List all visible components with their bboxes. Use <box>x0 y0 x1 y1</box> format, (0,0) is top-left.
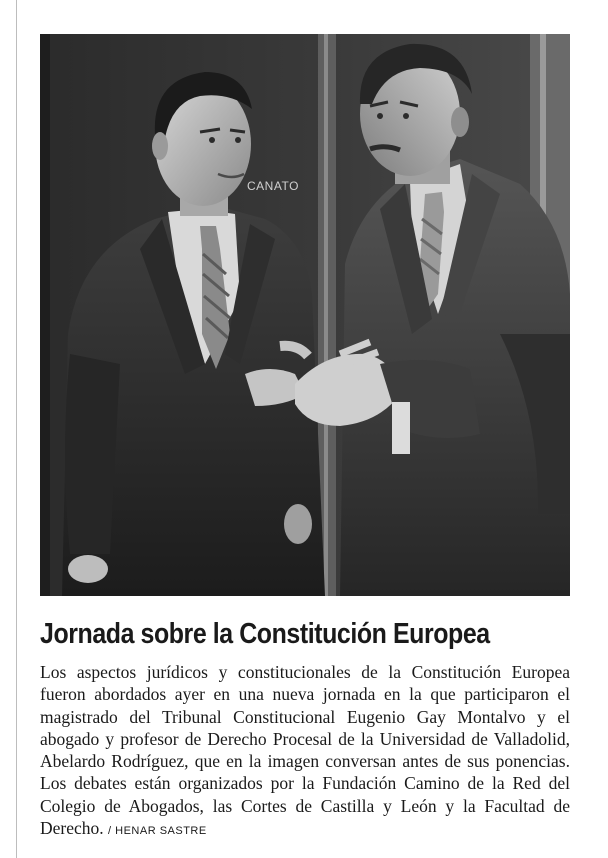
article-headline: Jornada sobre la Constitución Europea <box>40 618 490 650</box>
sign-text: CANATO <box>247 179 299 193</box>
article-caption <box>40 661 570 842</box>
page-margin-rule <box>16 0 17 858</box>
news-photo <box>40 34 570 596</box>
photo-credit: / HENAR SASTRE <box>108 825 207 838</box>
caption-text: Los aspectos jurídicos y constitucionales de la Constitución Europea fueron abordados ayer en una nueva jornada en la que participaron el magistrado del Tribunal Constitucional Eugenio Gay Montalvo y el abogado y profesor de Derecho Procesal de la Universidad de Valladolid, Abelardo Rodríguez, que en la imagen conversan antes de sus ponencias. Los debates están organizados por la Fundación Camino de la Red del Colegio de Abogados, las Cortes de Castilla y León y la Facultad de Derecho. <box>40 662 570 839</box>
